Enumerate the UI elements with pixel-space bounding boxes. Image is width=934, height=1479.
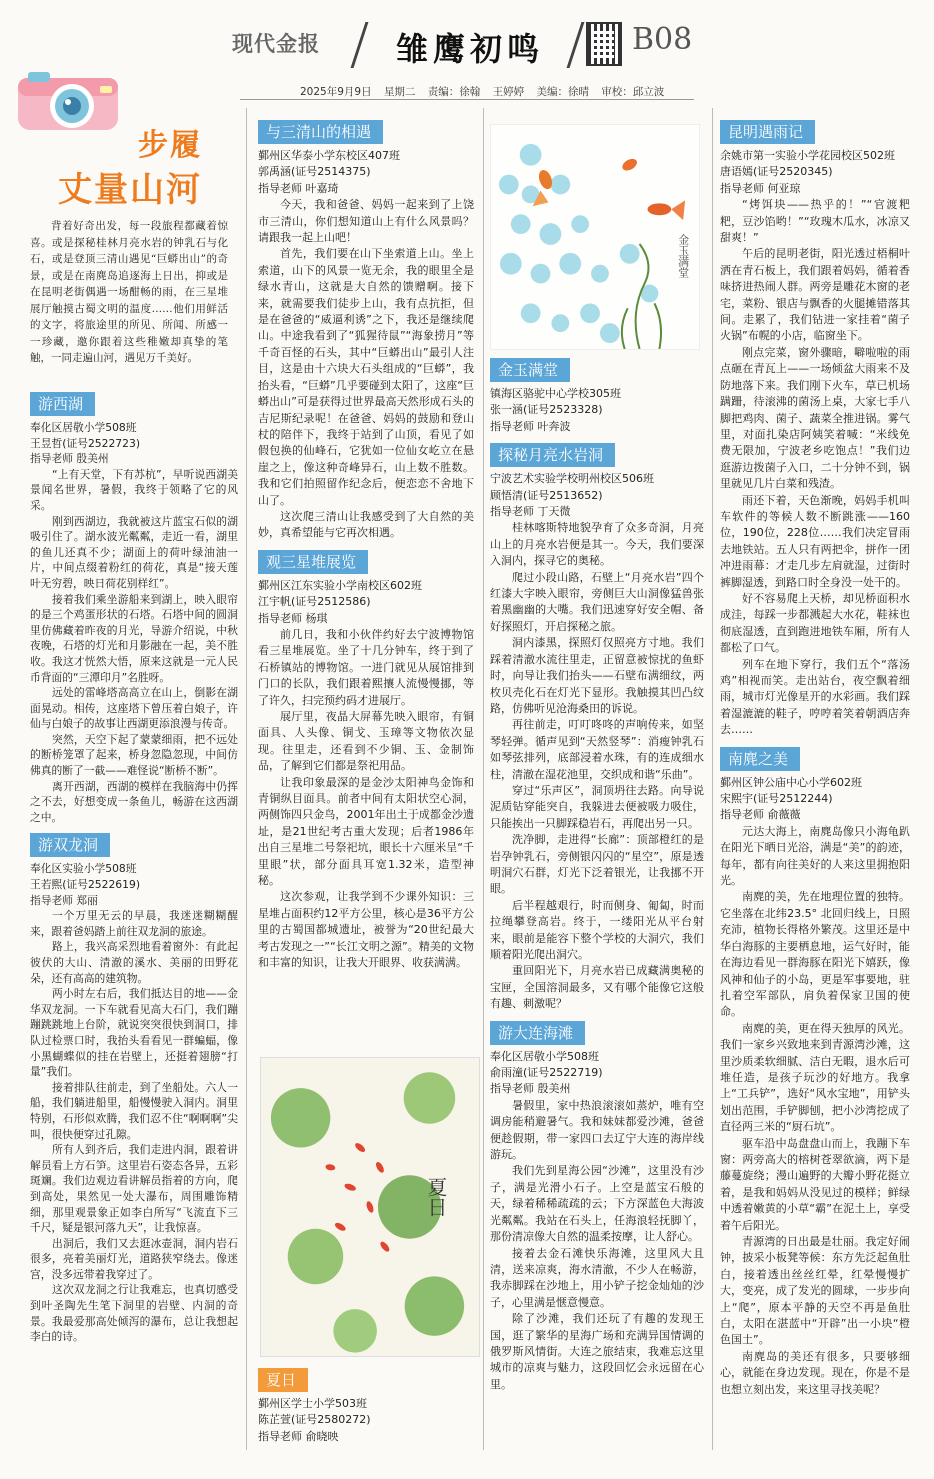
article-body [490, 520, 704, 1012]
article-moon-water-cave [490, 435, 704, 1012]
article-title: 游西湖 [30, 392, 95, 416]
article-body [720, 197, 910, 738]
author: 顾悟清(证号2513652) [490, 488, 603, 502]
paragraph: 驱车沿中岛盘盘山而上，我蹦下车窗：两旁高大的榕树苍翠欲滴，两下是藤蔓旋绕；漫山遍野的大瓣小野花挺立着，是我和妈妈从没见过的模样；鲜绿中透着嫩黄的小草“霸”在泥土上，享受着午后阳光。 [720, 1136, 910, 1232]
author: 宋熙宇(证号2512244) [720, 792, 833, 806]
school: 宁波艺术实验学校明州校区506班 [490, 472, 654, 486]
paragraph: 前几日，我和小伙伴约好去宁波博物馆看三星堆展览。坐了十几分钟车，终于到了石桥镇站的博物馆。一进门就见从展馆排到门口的长队，我们跟着熙攘人流慢慢挪，等了许久，扫完预约码才进展厅。 [258, 627, 474, 707]
divider-slash [567, 22, 585, 68]
author: 王若熙(证号2522619) [30, 878, 141, 892]
paragraph: 远处的雷峰塔高高立在山上，倒影在湖面晃动。相传，这座塔下曾压着白娘子，许仙与白娘子的故事让西湖更添浪漫与传奇。 [30, 686, 238, 731]
school: 鄞州区学士小学503班 [258, 1397, 367, 1410]
teacher: 指导老师 叶嘉琦 [258, 181, 339, 195]
article-title: 金玉满堂 [490, 358, 570, 382]
teacher: 指导老师 殷美州 [30, 452, 109, 466]
paragraph: “烤饵块——热乎的！”“官渡粑粑，豆沙馅哟！”“玫瑰木瓜水，冰凉又甜爽！” [720, 198, 910, 245]
article-jinyu-mantang [490, 350, 704, 435]
paragraph: 重回阳光下，月亮水岩已成藏满奥秘的宝匣，全国溶洞最多，又有哪个能像它这般有趣、刺激呢？ [490, 964, 704, 1011]
paragraph: 首先，我们要在山下坐索道上山。坐上索道，山下的风景一览无余，我的眼里全是绿水青山，这就是大自然的馈赠啊。接下来，就需要我们徒步上山，我有点抗拒，但是在爸爸的“威逼利诱”之下，我还是继续爬山。中途我看到了“狐猩待鼠”“海象捞月”等千奇百怪的石头，其中“巨蟒出山”最引人注目，这是由十六块大石头组成的“巨蟒”，我抬头看，“巨蟒”几乎要碰到太阳了，这座“巨蟒出山”可是获得过世界最高天然形成石头的吉尼斯纪录呢！在爸爸、妈妈的鼓励和登山杖的陪伴下，我终于站到了山顶，看见了如假包换的仙峰石，它犹如一位仙女屹立在悬崖之上，像这种奇峰异石，山上数不胜数。我和它们拍照留作纪念后，便恋恋不舍地下山了。 [258, 247, 474, 507]
section-title: 雏鹰初鸣 [396, 30, 545, 68]
teacher: 指导老师 殷美州 [490, 1082, 571, 1096]
article-dalian-beach [490, 1013, 704, 1394]
paragraph: 午后的昆明老街，阳光透过梧桐叶洒在青石板上，我们跟着妈妈，循着香味挤进热闹人群。两旁是雕花木窗的老宅，菜粉、银店与飘香的火腿摊错落其间。走累了，我们钻进一家挂着“菌子火锅”布幌的小店，临窗坐下。 [720, 247, 910, 343]
feature-intro: 背着好奇出发，每一段旅程都藏着惊喜。或是探秘桂林月亮水岩的钟乳石与化石，或是登顶三清山遇见“巨蟒出山”的奇景，或是在南麂岛追逐海上日出，抑或是在昆明老街偶遇一场酣畅的雨，在三星堆展厅触摸古蜀文明的温度……他们用鲜活的文字，将旅途里的所见、所闻、所感一一珍藏，邀你跟着这些稚嫩却真挚的笔触，一同走遍山河，遇见万千美好。 [30, 220, 228, 364]
paragraph: 再往前走，叮叮咚咚的声响传来，如坚琴轻弹。循声见到“天然竖琴”：消瘦钟乳石如琴弦排列，底部浸着水珠，有的连成细水柱，清澈在湿花池里，交织成和谐“乐曲”。 [490, 718, 704, 781]
article-you-xihu [30, 384, 238, 825]
paragraph: 接着排队往前走，到了坐船处。六人一船，我们躺进船里，船慢慢驶入洞内。洞里特别，石形似欢腾，我们忍不住“啊啊啊”尖叫，很快便穿过孔隙。 [30, 1080, 238, 1141]
page-number: B08 [632, 22, 693, 57]
paragraph: 两小时左右后，我们抵达目的地——金华双龙洞。一下车就看见高大石门，我们蹦蹦跳跳地上台阶，就说突突很快到洞口，排队过检票口时，我抬头看看见一群蝙蝠，像小黑蝴蝶似的挂在岩壁上，还挺着翅膀“打量”我们。 [30, 987, 238, 1079]
paragraph: 这次爬三清山让我感受到了大自然的美妙，真希望能与它再次相遇。 [258, 509, 474, 540]
article-summer [258, 1360, 474, 1445]
teacher: 指导老师 丁天微 [490, 505, 571, 519]
article-title: 昆明遇雨记 [720, 120, 815, 144]
article-title: 夏日 [258, 1368, 308, 1392]
paragraph: 今天，我和爸爸、妈妈一起来到了上饶市三清山，你们想知道山上有什么风景吗？请跟我一起上山吧！ [258, 198, 474, 245]
article-body [490, 1098, 704, 1393]
article-title: 观三星堆展览 [258, 550, 368, 574]
school: 余姚市第一实验小学花园校区502班 [720, 149, 895, 162]
paragraph: 南麂的美，更在得天独厚的风光。我们一家乡兴致地来到青源湾沙滩，这里沙质柔软细腻、洁白无暇，退水后可堆任造，是孩子玩沙的好地方。我拿上“工兵铲”，选好“风水宝地”，用铲头划出范围，手铲脚刨，把小沙湾挖成了直径两三米的“厨石坑”。 [720, 1021, 910, 1134]
paragraph: 爬过小段山路，石壁上“月亮水岩”四个红漆大字映入眼帘，旁侧巨大山洞像猛兽张着黑幽幽的大嘴。我们迅速穿好安全帽、备好探照灯，开启探秘之旅。 [490, 570, 704, 633]
article-body [30, 908, 238, 1345]
article-title: 游大连海滩 [490, 1021, 585, 1045]
qr-code-icon[interactable] [586, 22, 622, 66]
paragraph: 元达大海上，南麂岛像只小海龟趴在阳光下晒日光浴，满是“美”的韵迹，每年，都有向往美好的人来这里拥抱阳光。 [720, 824, 910, 888]
author: 郭禹涵(证号2514375) [258, 165, 371, 179]
article-body [258, 627, 474, 972]
article-body [30, 467, 238, 826]
paragraph: 路上，我兴高采烈地看着窗外：有此起彼伏的大山、清澈的溪水、美丽的田野花朵，还有高高的建筑物。 [30, 940, 238, 985]
paragraph: 列车在地下穿行，我们五个“落汤鸡”相视而笑。走出站台，夜空飘着细雨，城市灯光像星开的水彩画。我们踩着湿漉漉的鞋子，哼哼着笑着朝酒店奔去…… [720, 657, 910, 737]
paragraph: 一个万里无云的早晨，我迷迷糊糊醒来，跟着爸妈踏上前往双龙洞的旅途。 [30, 909, 238, 938]
column-2 [258, 112, 474, 972]
article-sanxingdui-exhibit [258, 542, 474, 972]
school: 鄞州区华泰小学东校区407班 [258, 149, 400, 162]
paragraph: 南麂的美，先在地理位置的独特。它坐落在北纬23.5° 北回归线上，日照充沛，植物长得格外繁茂。这里还是中华白海豚的主要栖息地，运气好时，能在海边看见一群海豚在阳光下嬉跃，像风神和仙子的小岛，更是军事要地，驻扎着空军部队，肩负着保家卫国的使命。 [720, 890, 910, 1019]
weekday: 星期二 [383, 86, 416, 98]
paragraph: “上有天堂，下有苏杭”，早听说西湖美景闻名世界，暑假，我终于领略了它的风采。 [30, 467, 238, 512]
paragraph: 接着我们乘坐游船来到湖上，映入眼帘的是三个鸡蛋形状的石塔。石塔中间的圆洞里仿佛藏着昨夜的月光，导游介绍说，中秋夜晚，石塔的灯光和月影融在一起，美不胜收。我这才恍然大悟，原来这就是一元人民币背面的“三潭印月”名胜呀。 [30, 592, 238, 684]
page-header [0, 0, 934, 84]
headline-line-1: 步履 [138, 128, 202, 163]
column-divider [712, 108, 713, 1450]
camera-icon [14, 68, 124, 134]
masthead: 现代金报 [232, 31, 320, 56]
goldfish-painting [490, 124, 700, 350]
article-nanji-beauty [720, 739, 910, 1398]
teacher: 指导老师 何亚琼 [720, 181, 801, 195]
article-title: 南麂之美 [720, 747, 800, 771]
paragraph: 让我印象最深的是金沙太阳神鸟金饰和青铜纵目面具。前者中间有太阳状空心洞，两侧饰四只金鸟，2001年出土于成都金沙遗址，是21世纪考古重大发现；后者1986年出自三星堆二号祭祀坑，眼长十六厘米呈“千里眼”状，部分面具耳宽1.32米，造型神秘。 [258, 775, 474, 888]
paragraph: 刚点完菜，窗外骤暗，噼啦啦的雨点砸在青瓦上——一场倾盆大雨来不及防地落下来。我们刚下火车，草已机场蹒跚，待滚沸的菌汤上桌，大家七手八脚把鸡肉、菌子、蔬菜全推进锅。雾气里，对面扎染店阿姨笑着喊：“米线免费无限加，宁波老乡吃饱点！”我们边逛游边拨菌子入口，二十分钟不到，锅里就见几片白菜和残渣。 [720, 345, 910, 491]
article-kunming-rain [720, 112, 910, 739]
author: 俞雨潼(证号2522719) [490, 1066, 603, 1080]
paragraph: 展厅里，夜晶大屏幕先映入眼帘，有铜面具、人头像、铜戈、玉璋等文物依次显现。往里走，还看到不少铜、玉、金制饰品，了解到它们都是祭祀用品。 [258, 710, 474, 773]
paragraph: 穿过“乐声区”，洞顶坍往去路。向导说泥质钻穿能突自，我躲进去便被吸力吸住，只能挨出一只脚踩稳岩石，再爬出另一只。 [490, 783, 704, 830]
article-title: 与三清山的相遇 [258, 120, 383, 144]
header-rule [240, 99, 694, 100]
proofreader: 审校：邱立波 [601, 86, 665, 98]
divider-slash [351, 22, 369, 68]
paragraph: 我们先到星海公园“沙滩”，这里没有沙子，满是光滑小石子。上空是蓝宝石般的天，绿着稀稀疏疏的云；下方深蓝色大海波光粼粼。我站在石头上，任海浪轻抚脚丫，那份清凉像大自然的温柔按摩，让人舒心。 [490, 1164, 704, 1244]
dateline [300, 84, 673, 99]
teacher: 指导老师 俞薇薇 [720, 808, 801, 822]
paragraph: 南麂岛的美还有很多，只要够细心，就能在身边发现。现在，你是不是也想立刻出发，来这里寻找美呢？ [720, 1349, 910, 1396]
paragraph: 桂林喀斯特地貌孕育了众多奇洞，月亮山上的月亮水岩便是其一。今天，我们要深入洞内，探寻它的奥秘。 [490, 521, 704, 568]
author: 张一涵(证号2523328) [490, 403, 603, 417]
paragraph: 好不容易爬上天桥，却见桥面积水成洼，每踩一步都溅起大水花，鞋袜也彻底湿透，直到跑进地铁车厢，所有人都松了口气。 [720, 591, 910, 655]
paragraph: 后半程越艰行，时而侧身、匍匐，时而拉绳攀登高岩。终于，一缕阳光从平台射来，眼前是能容下整个学校的大洞穴，我们顺着阳光爬出洞穴。 [490, 898, 704, 961]
author: 陈芷萱(证号2580272) [258, 1413, 371, 1427]
school: 奉化区居敬小学508班 [30, 421, 137, 434]
paragraph: 离开西湖，西湖的模样在我脑海中仍挥之不去，好想变成一条鱼儿，畅游在这西湖之中。 [30, 779, 238, 824]
paragraph: 所有人到齐后，我们走进内洞，跟着讲解员看上方石笋。这里岩石姿态各异，五彩斑斓。我们边观边看讲解员指着的方向，爬到高处，果然见一处大瀑布，周围雕饰精细，那里观景象正如李白所写“飞流直下三千尺，疑是银河落九天”，让我惊喜。 [30, 1143, 238, 1235]
column-divider [483, 108, 484, 1450]
teacher: 指导老师 郑丽 [30, 893, 98, 907]
school: 鄞州区钟公庙中心小学602班 [720, 775, 862, 789]
school: 镇海区骆驼中心学校305班 [490, 387, 621, 400]
paragraph: 这次双龙洞之行让我难忘，也真切感受到叶圣陶先生笔下洞里的岩壁、内洞的奇景。我最爱那高处倾泻的瀑布，总让我想起李白的诗。 [30, 1283, 238, 1344]
teacher: 指导老师 杨琪 [258, 611, 328, 625]
paragraph: 暑假里，家中热浪滚滚如蒸炉，唯有空调房能稍避暑气。我和妹妹都爱沙滩，爸爸便趁假期，带一家四口去辽宁大连的海岸线游玩。 [490, 1098, 704, 1162]
painting-caption: 夏日 [423, 1177, 447, 1217]
article-title: 探秘月亮水岩洞 [490, 443, 615, 467]
school: 奉化区实验小学508班 [30, 862, 137, 876]
author: 唐语嫣(证号2520345) [720, 165, 833, 179]
paragraph: 雨还下着，天色渐晚，妈妈手机叫车软件的等候人数不断跳涨——160位，190位，228位……我们决定冒雨去地铁站。五人只有两把伞，拼作一团冲进雨幕：才走几步左肩就湿，过街时裤脚湿透，到路口时全身没一处干的。 [720, 493, 910, 589]
school: 鄞州区江东实验小学南校区602班 [258, 578, 422, 592]
designer: 美编：徐晴 [536, 86, 589, 98]
paragraph: 突然，天空下起了蒙蒙细雨，把不远处的断桥笼罩了起来，桥身忽隐忽现，中间仿佛真的断了一截——难怪说“断桥不断”。 [30, 732, 238, 778]
author: 江宇帆(证号2512586) [258, 595, 371, 609]
teacher: 指导老师 俞晓映 [258, 1429, 339, 1443]
paragraph: 刚到西湖边，我就被这片蓝宝石似的湖吸引住了。湖水波光粼粼，走近一看，湖里的鱼儿还真不少；湖面上的荷叶绿油油一片，中间点缀着粉红的荷花，真是“接天莲叶无穷碧，映日荷花别样红”。 [30, 514, 238, 590]
column-4 [720, 112, 910, 1398]
paragraph: 接着去金石滩快乐海滩，这里风大且清，送来凉爽，海水清澈，不少人在畅游，我赤脚踩在沙地上，用小铲子挖金灿灿的沙子，心里满是惬意慢意。 [490, 1246, 704, 1309]
article-body [258, 197, 474, 542]
painting-caption: 金玉满堂 [676, 234, 690, 278]
headline-line-2: 丈量山河 [58, 170, 202, 210]
date: 2025年9月9日 [300, 86, 372, 98]
editor-2: 王婷婷 [492, 86, 525, 98]
paragraph: 洞内漆黑，探照灯仅照亮方寸地。我们踩着清澈水流往里走，正留意被惊扰的鱼虾时，向导让我们抬头——石壁布满细纹，两枚贝壳化石在灯光下显形。我触摸其凹凸纹路，仿佛听见沧海桑田的诉说。 [490, 636, 704, 715]
paragraph: 出洞后，我们又去逛冰壶洞，洞内岩石很多，亮着美丽灯光，道路狭窄绕去。像迷宫，没多远带着我穿过了。 [30, 1236, 238, 1281]
author: 王昱哲(证号2522723) [30, 436, 141, 450]
summer-painting [260, 1057, 480, 1357]
editor: 责编：徐翰 [427, 86, 481, 98]
paragraph: 洗净脚，走进得“长廊”：顶部橙红的是岩孕钟乳石，旁侧银闪闪的“星空”，原是透明洞穴石群，灯光下泛着银光，让我挪不开眼。 [490, 833, 704, 896]
teacher: 指导老师 叶奔波 [490, 419, 571, 433]
paragraph: 除了沙滩，我们还玩了有趣的发现王国，逛了繁华的星海广场和充满异国情调的俄罗斯风情街。大连之旅结束，我难忘这里城市的凉爽与魅力，这段回忆会永远留在心里。 [490, 1312, 704, 1391]
paragraph: 青源湾的日出最是壮丽。我定好闹钟，披采小板凳等候：东方先泛起鱼肚白，接着透出丝丝红晕，红晕慢慢扩大，变亮，成了发光的圆球，一步步向上“爬”，原本平静的天空不再是鱼肚白，太阳在湛蓝中“开辟”出一小块“橙色国土”。 [720, 1235, 910, 1347]
paragraph: 这次参观，让我学到不少课外知识：三星堆占面积约12平方公里，核心是36平方公里的古蜀国都城遗址，被誉为“20世纪最大考古发现之一”“长江文明之源”。精美的文物和丰富的知识，让我大开眼界、收获满满。 [258, 890, 474, 970]
article-shuanglong-cave [30, 825, 238, 1344]
article-body [720, 824, 910, 1398]
column-1 [30, 384, 238, 1345]
article-sanqing-mountain [258, 112, 474, 542]
column-3 [490, 350, 704, 1393]
column-divider [246, 108, 247, 1450]
school: 奉化区居敬小学508班 [490, 1049, 599, 1063]
article-title: 游双龙洞 [30, 833, 110, 857]
